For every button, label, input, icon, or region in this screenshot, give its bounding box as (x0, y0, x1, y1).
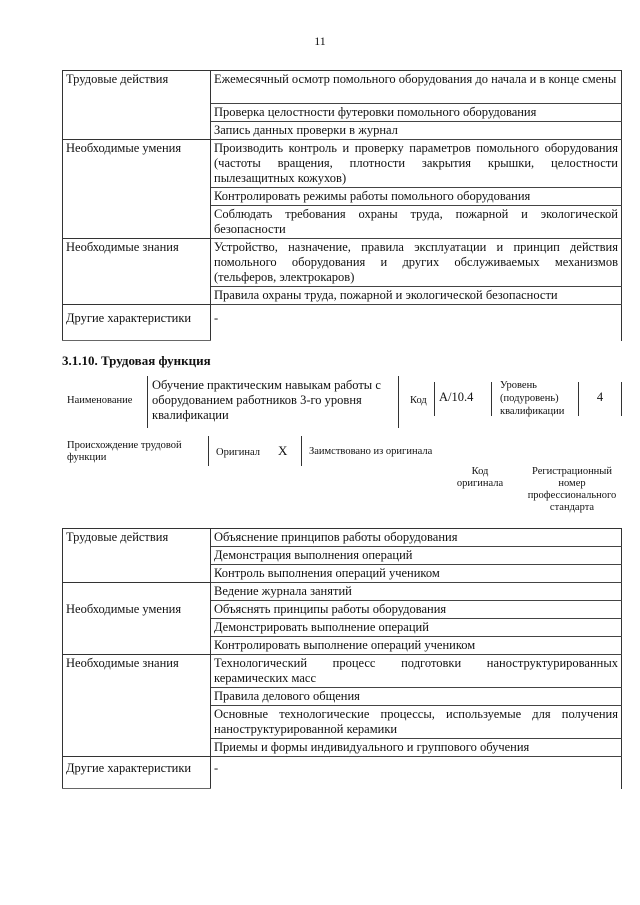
qualification-level: 4 (578, 382, 622, 416)
knowledge-row: Правила охраны труда, пожарной и экологической безопасности (211, 287, 622, 305)
borrowed-label: Заимствовано из оригинала (309, 446, 433, 457)
skill-row: Контролировать выполнение операций учеником (211, 637, 622, 655)
requirements-table-2 (62, 528, 622, 789)
skill-row: Объяснять принципы работы оборудования (211, 601, 622, 619)
labor-action-row: Проверка целостности футеровки помольного оборудования (211, 104, 622, 122)
skill-row: Контролировать режимы работы помольного оборудования (211, 188, 622, 206)
labor-action-row: Контроль выполнения операций учеником (211, 565, 622, 583)
empty-label-cell (63, 547, 211, 565)
requirements-table-1 (62, 70, 622, 341)
empty-label-cell (63, 688, 211, 706)
origin-label: Происхождение трудовой функции (67, 440, 182, 463)
original-mark: X (278, 443, 288, 458)
knowledge-label: Необходимые знания (63, 655, 211, 688)
original-label: Оригинал (216, 447, 260, 458)
level-label: Уровень (подуровень) квалификации (500, 380, 565, 417)
empty-label-cell (63, 619, 211, 637)
skills-label: Необходимые умения (63, 140, 211, 188)
knowledge-row: Технологический процесс подготовки наноструктурированных керамических масс (211, 655, 622, 688)
code-label: Код (410, 395, 427, 406)
page-number: 11 (314, 34, 326, 48)
empty-label-cell (63, 287, 211, 305)
skill-row: Производить контроль и проверку параметров помольного оборудования (частоты вращения, плотности закрытия крышки, целостности пылезащитных кожухов) (211, 140, 622, 188)
empty-label-cell (63, 583, 211, 601)
other-label: Другие характеристики (63, 757, 211, 789)
labor-action-row: Ежемесячный осмотр помольного оборудования до начала и в конце смены (211, 71, 622, 104)
knowledge-row: Правила делового общения (211, 688, 622, 706)
labor-action-row: Запись данных проверки в журнал (211, 122, 622, 140)
function-code: A/10.4 (434, 382, 492, 416)
labor-actions-label: Трудовые действия (63, 529, 211, 547)
reg-number-label: Регистрационный номер профессионального стандарта (527, 466, 617, 513)
empty-label-cell (63, 188, 211, 206)
labor-action-row: Демонстрация выполнения операций (211, 547, 622, 565)
labor-actions-label: Трудовые действия (63, 71, 211, 104)
empty-label-cell (63, 206, 211, 239)
empty-label-cell (63, 739, 211, 757)
other-value: - (211, 305, 622, 341)
empty-label-cell (63, 122, 211, 140)
function-name: Обучение практическим навыкам работы с оборудованием работников 3-го уровня квалификации (147, 376, 399, 428)
knowledge-label: Необходимые знания (63, 239, 211, 287)
skill-row: Соблюдать требования охраны труда, пожарной и экологической безопасности (211, 206, 622, 239)
skill-row: Демонстрировать выполнение операций (211, 619, 622, 637)
skills-label: Необходимые умения (63, 601, 211, 619)
other-label: Другие характеристики (63, 305, 211, 341)
knowledge-row: Приемы и формы индивидуального и группового обучения (211, 739, 622, 757)
empty-label-cell (63, 565, 211, 583)
section-title: 3.1.10. Трудовая функция (62, 353, 211, 368)
name-label: Наименование (67, 395, 133, 406)
knowledge-row: Устройство, назначение, правила эксплуатации и принцип действия помольного оборудования и других обслуживаемых механизмов (тельферов, электрокаров) (211, 239, 622, 287)
empty-label-cell (63, 637, 211, 655)
knowledge-row: Основные технологические процессы, используемые для получения наноструктурированной керамики (211, 706, 622, 739)
empty-label-cell (63, 706, 211, 739)
code-original-label: Код оригинала (456, 466, 504, 489)
skill-row: Ведение журнала занятий (211, 583, 622, 601)
empty-label-cell (63, 104, 211, 122)
labor-action-row: Объяснение принципов работы оборудования (211, 529, 622, 547)
other-value: - (211, 757, 622, 789)
